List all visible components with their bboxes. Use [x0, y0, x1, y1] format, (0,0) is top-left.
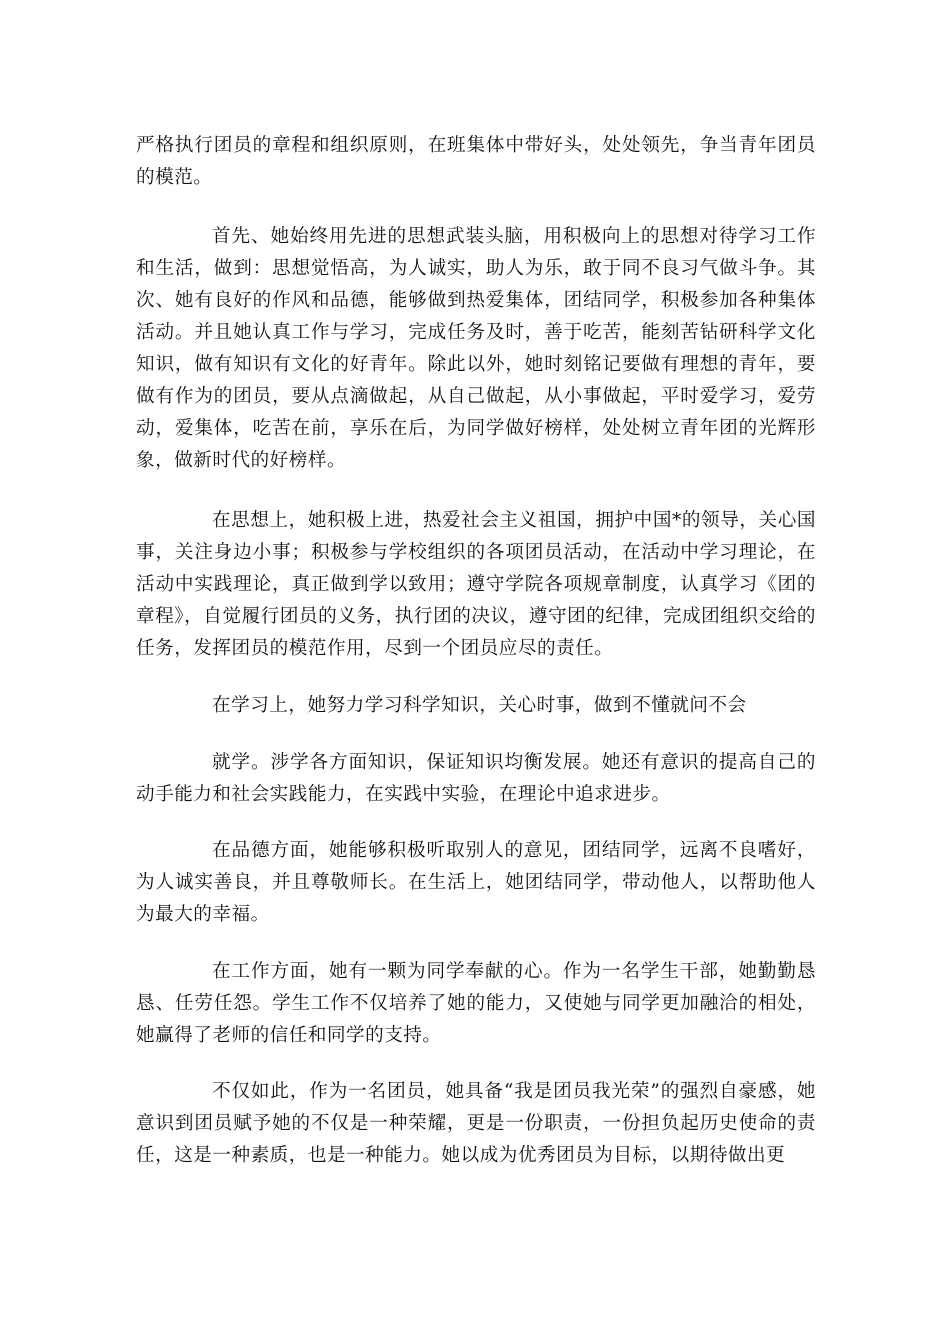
- paragraph-5-text: 就学。涉学各方面知识，保证知识均衡发展。她还有意识的提高自己的动手能力和社会实践能力，在实践中实验，在理论中追求进步。: [136, 752, 816, 805]
- paragraph-4: [136, 690, 816, 722]
- paragraph-4-text: 在学习上，她努力学习科学知识，关心时事，做到不懂就问不会: [212, 695, 747, 716]
- paragraph-1: [136, 130, 816, 194]
- paragraph-6: [136, 835, 816, 931]
- paragraph-2: [136, 221, 816, 477]
- paragraph-3: [136, 505, 816, 665]
- paragraph-7: [136, 956, 816, 1052]
- paragraph-8: [136, 1076, 816, 1172]
- paragraph-3-text: 在思想上，她积极上进，热爱社会主义祖国，拥护中国*的领导，关心国事，关注身边小事；积极参与学校组织的各项团员活动，在活动中学习理论，在活动中实践理论，真正做到学以致用；遵守学院各项规章制度，认真学习《团的章程》，自觉履行团员的义务，执行团的决议，遵守团的纪律，完成团组织交给的任务，发挥团员的模范作用，尽到一个团员应尽的责任。: [136, 510, 816, 659]
- paragraph-5: [136, 747, 816, 811]
- paragraph-8-text: 不仅如此，作为一名团员，她具备“我是团员我光荣”的强烈自豪感，她意识到团员赋予她的不仅是一种荣耀，更是一份职责，一份担负起历史使命的责任，这是一种素质，也是一种能力。她以成为优秀团员为目标，以期待做出更: [136, 1081, 816, 1166]
- paragraph-6-text: 在品德方面，她能够积极听取别人的意见，团结同学，远离不良嗜好，为人诚实善良，并且尊敬师长。在生活上，她团结同学，带动他人，以帮助他人为最大的幸福。: [136, 840, 816, 925]
- paragraph-2-text: 首先、她始终用先进的思想武装头脑，用积极向上的思想对待学习工作和生活，做到：思想觉悟高，为人诚实，助人为乐，敢于同不良习气做斗争。其次、她有良好的作风和品德，能够做到热爱集体，团结同学，积极参加各种集体活动。并且她认真工作与学习，完成任务及时，善于吃苦，能刻苦钻研科学文化知识，做有知识有文化的好青年。除此以外，她时刻铭记要做有理想的青年，要做有作为的团员，要从点滴做起，从自己做起，从小事做起，平时爱学习，爱劳动，爱集体，吃苦在前，享乐在后，为同学做好榜样，处处树立青年团的光辉形象，做新时代的好榜样。: [136, 226, 816, 471]
- paragraph-1-text: 严格执行团员的章程和组织原则，在班集体中带好头，处处领先，争当青年团员的模范。: [136, 135, 816, 188]
- paragraph-7-text: 在工作方面，她有一颗为同学奉献的心。作为一名学生干部，她勤勤恳恳、任劳任怨。学生工作不仅培养了她的能力，又使她与同学更加融洽的相处，她赢得了老师的信任和同学的支持。: [136, 961, 816, 1046]
